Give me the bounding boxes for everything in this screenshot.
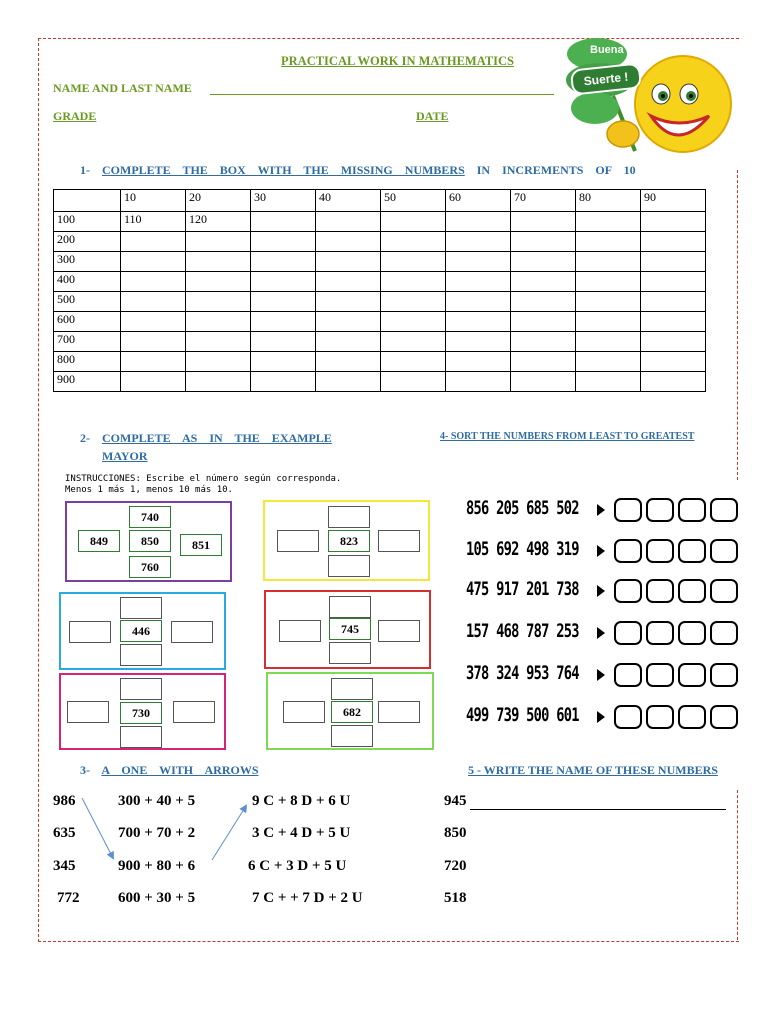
table-cell[interactable] [446, 352, 511, 372]
table-cell[interactable] [576, 292, 641, 312]
table-cell[interactable] [641, 312, 706, 332]
match-col3-item-3: 6 C + 3 D + 5 U [248, 858, 347, 874]
table-cell[interactable] [121, 292, 186, 312]
table-cell: 900 [54, 372, 121, 392]
table-cell: 700 [54, 332, 121, 352]
sort-row-6-numbers: 499 739 500 601 [466, 704, 579, 726]
sort-row-6-answer-box[interactable] [678, 705, 706, 729]
example-center-box: 850 [129, 530, 171, 552]
table-cell[interactable] [316, 372, 381, 392]
sort-row-2-answer-box[interactable] [614, 539, 642, 563]
match-col3-item-1: 9 C + 8 D + 6 U [252, 793, 351, 809]
section1-title-underlined: COMPLETE THE BOX WITH THE MISSING NUMBERS [102, 163, 465, 177]
exercise-5-right-box[interactable] [378, 701, 420, 723]
match-col1-item-3: 345 [53, 858, 76, 874]
table-cell: 100 [54, 212, 121, 232]
table-row [54, 292, 706, 312]
match-col3-item-4: 7 C + + 7 D + 2 U [252, 890, 363, 906]
exercise-3-right-box[interactable] [378, 620, 420, 642]
sort-row-1-answer-box[interactable] [614, 498, 642, 522]
exercise-2-center-box: 446 [120, 620, 162, 642]
match-col1-item-4: 772 [57, 890, 80, 906]
table-cell[interactable] [316, 252, 381, 272]
sort-row-3-answer-box[interactable] [646, 579, 674, 603]
table-cell: 400 [54, 272, 121, 292]
table-cell[interactable] [251, 372, 316, 392]
sort-row-5-answer-box[interactable] [614, 663, 642, 687]
sort-row-4-answer-box[interactable] [614, 621, 642, 645]
table-cell[interactable] [641, 352, 706, 372]
table-row [54, 332, 706, 352]
table-cell[interactable] [316, 272, 381, 292]
table-cell[interactable] [186, 232, 251, 252]
sort-row-1-answer-box[interactable] [678, 498, 706, 522]
section1-title [80, 163, 636, 178]
badge-text-bottom: Suerte ! [570, 62, 642, 95]
table-cell[interactable] [446, 292, 511, 312]
table-cell[interactable] [381, 292, 446, 312]
table-row [54, 372, 706, 392]
table-cell: 110 [121, 212, 186, 232]
exercise-4-left-box[interactable] [67, 701, 109, 723]
sort-row-1-arrow-icon [597, 504, 605, 516]
table-cell: 500 [54, 292, 121, 312]
table-row [54, 212, 706, 232]
exercise-4-bottom-box[interactable] [120, 726, 162, 748]
exercise-5-top-box[interactable] [331, 678, 373, 700]
table-cell[interactable] [511, 272, 576, 292]
table-cell: 80 [576, 190, 641, 212]
table-cell: 90 [641, 190, 706, 212]
table-cell: 30 [251, 190, 316, 212]
sort-row-3-answer-box[interactable] [710, 579, 738, 603]
section2-instructions-line2: Menos 1 más 1, menos 10 más 10. [65, 485, 233, 495]
table-cell[interactable] [381, 232, 446, 252]
sort-row-2-answer-box[interactable] [678, 539, 706, 563]
table-cell[interactable] [121, 332, 186, 352]
exercise-3-left-box[interactable] [279, 620, 321, 642]
sort-row-6-answer-box[interactable] [710, 705, 738, 729]
sort-row-5-arrow-icon [597, 669, 605, 681]
section2-instructions-line1: INSTRUCCIONES: Escribe el número según corresponda. [65, 474, 342, 484]
write-number-1: 945 [444, 793, 467, 809]
badge-text-top: Buena [590, 44, 624, 56]
table-cell[interactable] [576, 252, 641, 272]
table-cell[interactable] [576, 312, 641, 332]
table-cell[interactable] [251, 292, 316, 312]
table-cell[interactable] [251, 252, 316, 272]
table-cell: 60 [446, 190, 511, 212]
sort-row-4-numbers: 157 468 787 253 [466, 620, 579, 642]
sort-row-5-numbers: 378 324 953 764 [466, 662, 579, 684]
table-cell[interactable] [186, 332, 251, 352]
table-row [54, 312, 706, 332]
exercise-1-center-box: 823 [328, 530, 370, 552]
table-cell[interactable] [381, 252, 446, 272]
write-number-1-answer-line[interactable] [470, 809, 726, 810]
table-cell[interactable] [186, 252, 251, 272]
section3-title [80, 763, 259, 778]
section2-number: 2- [80, 431, 90, 445]
sort-row-3-arrow-icon [597, 585, 605, 597]
table-cell[interactable] [511, 372, 576, 392]
table-row [54, 272, 706, 292]
table-cell[interactable] [446, 212, 511, 232]
date-label: DATE [416, 109, 449, 123]
table-cell[interactable] [251, 332, 316, 352]
example-bottom-box: 760 [129, 556, 171, 578]
table-cell[interactable] [576, 232, 641, 252]
table-cell[interactable] [511, 312, 576, 332]
table-cell[interactable] [446, 272, 511, 292]
section4-title: 4- SORT THE NUMBERS FROM LEAST TO GREATEST [440, 431, 695, 442]
exercise-3-center-box: 745 [329, 618, 371, 640]
table-cell[interactable] [446, 312, 511, 332]
section5-title: 5 - WRITE THE NAME OF THESE NUMBERS [468, 763, 718, 777]
sort-row-5-answer-box[interactable] [678, 663, 706, 687]
table-cell[interactable] [316, 292, 381, 312]
table-cell[interactable] [641, 332, 706, 352]
table-cell[interactable] [446, 332, 511, 352]
sort-row-2-arrow-icon [597, 545, 605, 557]
table-cell[interactable] [641, 372, 706, 392]
table-cell[interactable] [121, 352, 186, 372]
sort-row-1-answer-box[interactable] [646, 498, 674, 522]
table-cell[interactable] [186, 272, 251, 292]
grade-label: GRADE [53, 109, 97, 123]
table-cell[interactable] [316, 312, 381, 332]
sort-row-6-arrow-icon [597, 711, 605, 723]
name-label: NAME AND LAST NAME [53, 81, 192, 95]
exercise-5-center-box: 682 [331, 701, 373, 723]
table-cell[interactable] [511, 252, 576, 272]
sort-row-4-arrow-icon [597, 627, 605, 639]
table-cell[interactable] [511, 232, 576, 252]
table-cell[interactable] [511, 212, 576, 232]
table-cell: 800 [54, 352, 121, 372]
exercise-4-center-box: 730 [120, 702, 162, 724]
write-number-4: 518 [444, 890, 467, 906]
table-cell[interactable] [186, 352, 251, 372]
table-cell[interactable] [381, 352, 446, 372]
section2-subtitle: MAYOR [102, 449, 148, 463]
sort-row-1-answer-box[interactable] [710, 498, 738, 522]
match-col2-item-3: 900 + 80 + 6 [118, 858, 196, 874]
table-cell[interactable] [121, 252, 186, 272]
exercise-2-top-box[interactable] [120, 597, 162, 619]
table-cell[interactable] [576, 272, 641, 292]
table-cell: 20 [186, 190, 251, 212]
table-row [54, 352, 706, 372]
exercise-4-right-box[interactable] [173, 701, 215, 723]
section3-title-text: A ONE WITH ARROWS [101, 763, 259, 777]
table-cell[interactable] [251, 212, 316, 232]
sort-row-2-answer-box[interactable] [646, 539, 674, 563]
table-cell[interactable] [641, 252, 706, 272]
match-col2-item-1: 300 + 40 + 5 [118, 793, 196, 809]
sort-row-6-answer-box[interactable] [646, 705, 674, 729]
table-cell[interactable] [641, 292, 706, 312]
match-col1-item-1: 986 [53, 793, 76, 809]
sort-row-2-answer-box[interactable] [710, 539, 738, 563]
match-col3-item-2: 3 C + 4 D + 5 U [252, 825, 351, 841]
table-cell[interactable] [316, 232, 381, 252]
section1-title-rest: IN INCREMENTS OF 10 [476, 163, 636, 177]
exercise-2-left-box[interactable] [69, 621, 111, 643]
sort-row-2-numbers: 105 692 498 319 [466, 538, 579, 560]
table-cell[interactable] [576, 372, 641, 392]
name-field[interactable] [210, 94, 554, 95]
table-cell[interactable] [641, 272, 706, 292]
table-row [54, 232, 706, 252]
table-cell[interactable] [446, 372, 511, 392]
table-cell[interactable] [446, 252, 511, 272]
table-cell: 600 [54, 312, 121, 332]
table-cell[interactable] [316, 332, 381, 352]
exercise-1-left-box[interactable] [277, 530, 319, 552]
match-col2-item-4: 600 + 30 + 5 [118, 890, 196, 906]
exercise-4-top-box[interactable] [120, 678, 162, 700]
example-top-box: 740 [129, 506, 171, 528]
sort-row-5-answer-box[interactable] [646, 663, 674, 687]
table-cell[interactable] [511, 332, 576, 352]
table-cell: 120 [186, 212, 251, 232]
write-number-2: 850 [444, 825, 467, 841]
section3-number: 3- [80, 763, 90, 777]
table-cell [54, 190, 121, 212]
table-cell: 40 [316, 190, 381, 212]
sort-row-6-answer-box[interactable] [614, 705, 642, 729]
exercise-1-top-box[interactable] [328, 506, 370, 528]
table-cell[interactable] [121, 232, 186, 252]
sort-row-4-answer-box[interactable] [678, 621, 706, 645]
table-cell: 50 [381, 190, 446, 212]
sort-row-5-answer-box[interactable] [710, 663, 738, 687]
exercise-5-bottom-box[interactable] [331, 725, 373, 747]
sort-row-4-answer-box[interactable] [646, 621, 674, 645]
table-cell[interactable] [576, 352, 641, 372]
exercise-3-bottom-box[interactable] [329, 642, 371, 664]
table-cell: 70 [511, 190, 576, 212]
table-cell: 200 [54, 232, 121, 252]
table-cell[interactable] [511, 352, 576, 372]
sort-row-3-answer-box[interactable] [678, 579, 706, 603]
table-cell: 300 [54, 252, 121, 272]
sort-row-3-numbers: 475 917 201 738 [466, 578, 579, 600]
exercise-5-left-box[interactable] [283, 701, 325, 723]
exercise-2-right-box[interactable] [171, 621, 213, 643]
table-cell[interactable] [446, 232, 511, 252]
match-arrows-icon [70, 790, 270, 870]
table-cell[interactable] [121, 272, 186, 292]
table-cell[interactable] [641, 232, 706, 252]
exercise-3-top-box[interactable] [329, 596, 371, 618]
match-col1-item-2: 635 [53, 825, 76, 841]
table-cell[interactable] [511, 292, 576, 312]
sort-row-3-answer-box[interactable] [614, 579, 642, 603]
table-cell[interactable] [121, 372, 186, 392]
table-cell[interactable] [381, 332, 446, 352]
table-cell[interactable] [186, 292, 251, 312]
table-row [54, 252, 706, 272]
exercise-2-bottom-box[interactable] [120, 644, 162, 666]
table-cell[interactable] [381, 312, 446, 332]
example-left-box: 849 [78, 530, 120, 552]
section2-title-text: COMPLETE AS IN THE EXAMPLE [102, 431, 332, 445]
section1-number: 1- [80, 163, 90, 177]
increments-table [53, 189, 706, 392]
table-cell[interactable] [251, 232, 316, 252]
table-cell[interactable] [576, 332, 641, 352]
table-cell[interactable] [121, 312, 186, 332]
match-col2-item-2: 700 + 70 + 2 [118, 825, 196, 841]
write-number-3: 720 [444, 858, 467, 874]
table-row [54, 190, 706, 212]
table-cell[interactable] [381, 212, 446, 232]
table-cell[interactable] [641, 212, 706, 232]
table-cell[interactable] [381, 372, 446, 392]
page-title: PRACTICAL WORK IN MATHEMATICS [281, 54, 515, 68]
page-border-right-upper [737, 170, 738, 480]
table-cell[interactable] [381, 272, 446, 292]
table-cell[interactable] [251, 272, 316, 292]
sort-row-1-numbers: 856 205 685 502 [466, 497, 579, 519]
table-cell[interactable] [316, 212, 381, 232]
table-cell: 10 [121, 190, 186, 212]
section2-title [80, 431, 332, 446]
sort-row-4-answer-box[interactable] [710, 621, 738, 645]
exercise-1-right-box[interactable] [378, 530, 420, 552]
page-border-right-lower [737, 790, 738, 940]
table-cell[interactable] [251, 352, 316, 372]
table-cell[interactable] [186, 372, 251, 392]
table-cell[interactable] [316, 352, 381, 372]
table-cell[interactable] [186, 312, 251, 332]
table-cell[interactable] [251, 312, 316, 332]
table-cell[interactable] [576, 212, 641, 232]
exercise-1-bottom-box[interactable] [328, 555, 370, 577]
example-right-box: 851 [180, 534, 222, 556]
